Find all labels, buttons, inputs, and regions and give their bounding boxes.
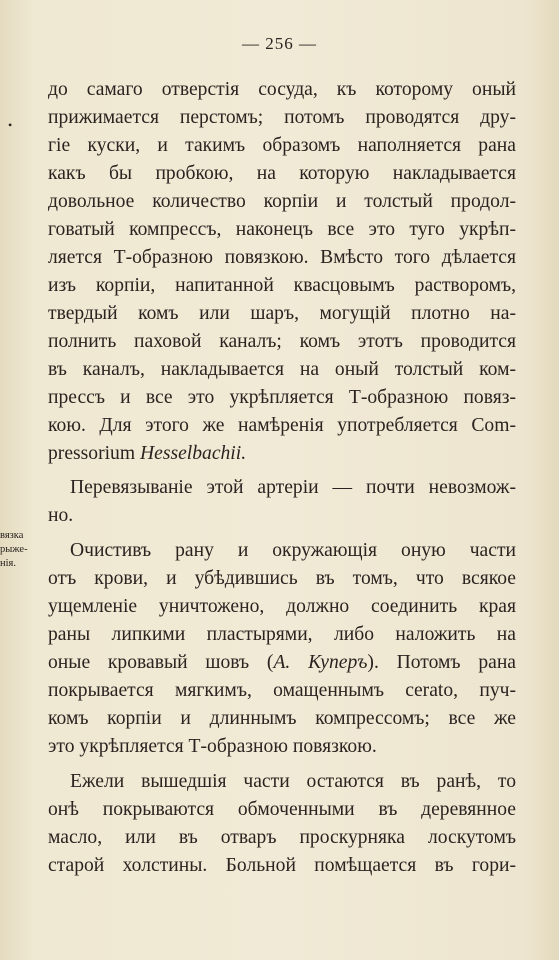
text-line-content: до самаго отверстія сосуда, къ которому оный [48,79,516,100]
text-line-content: онѣ покрываются обмоченными въ деревянное [48,799,516,820]
text-line [48,328,516,356]
text-line-content: Ежели вышедшія части остаются въ ранѣ, то [70,771,516,792]
text-line-content: прижимается перстомъ; потомъ проводятся дру- [48,107,516,128]
text-line [48,300,516,328]
text-line [48,384,516,412]
text-line [48,796,516,824]
text-line-content: ущемленіе уничтожено, должно соединить края [48,596,516,617]
text-line [48,824,516,852]
text-line-content: ляется Т-образною повязкою. Вмѣсто того дѣлается [48,247,516,268]
text-line-content: покрывается мягкимъ, омащеннымъ cerato, пуч- [48,680,516,701]
margin-mark: • [8,118,13,132]
margin-note [0,529,44,571]
text-line [48,502,516,530]
text-line [48,412,516,440]
text-line [48,244,516,272]
text-line [48,733,516,761]
text-line-content: комъ корпіи и длиннымъ компрессомъ; все же [48,708,516,729]
text-line [48,649,516,677]
text-line [48,705,516,733]
text-line-content: старой холстины. Больной помѣщается въ гори- [48,855,516,876]
text-line [48,216,516,244]
text-line-content: отъ крови, и убѣдившись въ томъ, что всякое [48,568,516,589]
text-line-content: говатый компрессъ, наконецъ все это туго укрѣп- [48,219,516,240]
text-line-content: масло, или въ отваръ проскурняка лоскутомъ [48,827,516,848]
text-line [48,76,516,104]
text-line-content: pressorium [48,443,136,464]
text-line [48,768,516,796]
text-line-content: изъ корпіи, напитанной квасцовымъ растворомъ, [48,275,516,296]
text-line-tail: ). Потомъ рана [367,652,516,673]
text-line-content: полнить паховой каналъ; комъ этотъ проводится [48,331,516,352]
text-line-content: раны липкими пластырями, либо наложить на [48,624,516,645]
text-line-content: Перевязываніе этой артеріи — почти невозмож- [70,477,516,498]
text-line [48,356,516,384]
page-number: — 256 — [242,34,317,53]
margin-note-line: рыже- [0,544,28,555]
text-line [48,104,516,132]
text-line-content: прессъ и все это укрѣпляется Т-образною повяз- [48,387,516,408]
text-line-content: это укрѣпляется Т-образною повязкою. [48,736,377,757]
text-line [48,621,516,649]
text-line [48,593,516,621]
text-line-content: но. [48,505,74,526]
margin-note-line: нія. [0,558,16,569]
text-line-content: кою. Для этого же намѣренія употребляется Com- [48,415,516,436]
text-line [48,474,516,502]
text-line [48,160,516,188]
text-line-content: довольное количество корпіи и толстый продол- [48,191,516,212]
text-line-content: оные кровавый шовъ ( [48,652,274,673]
text-line-content: Очистивъ рану и окружающія оную части [70,540,516,561]
text-line-content: въ каналъ, накладывается на оный толстый ком- [48,359,516,380]
text-line [48,565,516,593]
margin-note-line: вязка [0,530,24,541]
italic-text: Hesselbachii. [139,443,247,464]
text-line-content: твердый комъ или шаръ, могущій плотно на- [48,303,516,324]
text-line [48,132,516,160]
text-line [48,852,516,880]
text-line [48,677,516,705]
text-line [48,272,516,300]
text-line [48,537,516,565]
text-line-content: гіе куски, и такимъ образомъ наполняется рана [48,135,516,156]
text-line [48,440,516,468]
text-line [48,188,516,216]
text-line-content: какъ бы пробкою, на которую накладывается [48,163,516,184]
italic-text: А. Куперъ [273,652,368,673]
